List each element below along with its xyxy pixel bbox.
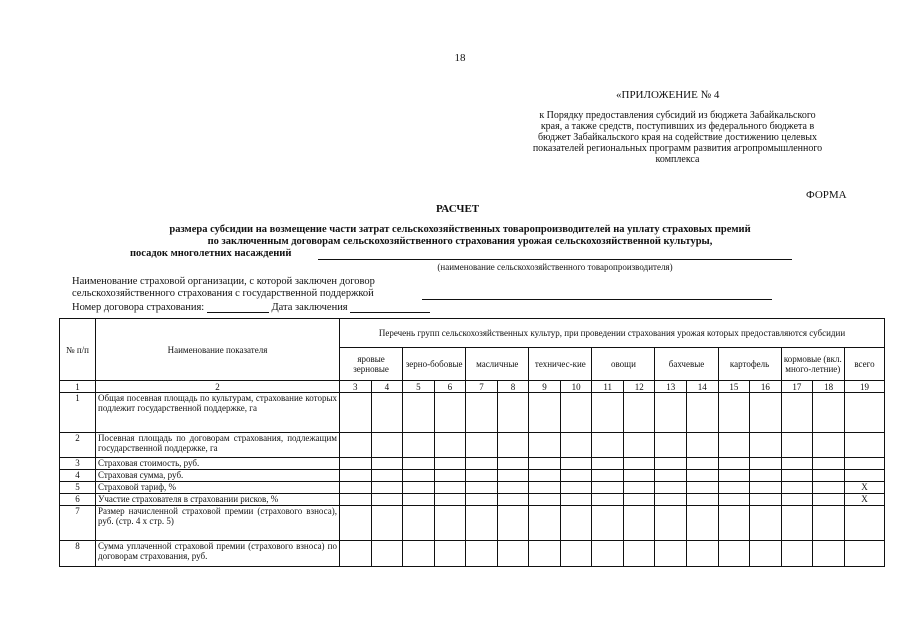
col-number: 17 <box>781 381 813 393</box>
calculation-table <box>59 318 885 567</box>
row-number: 6 <box>60 494 96 506</box>
value-cell[interactable] <box>781 433 813 458</box>
value-cell[interactable] <box>371 470 403 482</box>
col-number: 8 <box>497 381 529 393</box>
row-name: Общая посевная площадь по культурам, страхование которых подлежит государственной поддержке, га <box>96 393 340 433</box>
value-cell[interactable] <box>434 482 466 494</box>
total-cell[interactable]: X <box>844 482 884 494</box>
contract-date-label: Дата заключения <box>271 302 348 313</box>
value-cell[interactable] <box>403 470 435 482</box>
col-number: 18 <box>813 381 845 393</box>
value-cell[interactable] <box>340 433 372 458</box>
form-label: ФОРМА <box>806 189 847 201</box>
col-number: 9 <box>529 381 561 393</box>
value-cell[interactable] <box>781 494 813 506</box>
value-cell[interactable] <box>623 541 655 567</box>
row-name: Посевная площадь по договорам страхования, подлежащим государственной поддержке, га <box>96 433 340 458</box>
value-cell[interactable] <box>623 482 655 494</box>
value-cell[interactable] <box>340 541 372 567</box>
value-cell[interactable] <box>466 482 498 494</box>
table-row <box>60 433 885 458</box>
value-cell[interactable] <box>750 494 782 506</box>
value-cell[interactable] <box>434 541 466 567</box>
value-cell[interactable] <box>403 494 435 506</box>
value-cell[interactable] <box>403 458 435 470</box>
col-number: 7 <box>466 381 498 393</box>
value-cell[interactable] <box>623 470 655 482</box>
value-cell[interactable] <box>340 393 372 433</box>
value-cell[interactable] <box>560 482 592 494</box>
value-cell[interactable] <box>560 433 592 458</box>
row-name: Страховой тариф, % <box>96 482 340 494</box>
value-cell[interactable] <box>371 506 403 541</box>
col-number: 11 <box>592 381 624 393</box>
table-row <box>60 393 885 433</box>
total-cell[interactable] <box>844 506 884 541</box>
value-cell[interactable] <box>655 393 687 433</box>
row-number: 4 <box>60 470 96 482</box>
row-number: 8 <box>60 541 96 567</box>
value-cell[interactable] <box>592 506 624 541</box>
value-cell[interactable] <box>781 458 813 470</box>
value-cell[interactable] <box>529 470 561 482</box>
value-cell[interactable] <box>813 458 845 470</box>
insurance-org-line-1: Наименование страховой организации, с которой заключен договор <box>72 276 375 287</box>
appendix-title: «ПРИЛОЖЕНИЕ № 4 <box>616 89 720 101</box>
group-header: картофель <box>718 348 781 381</box>
value-cell[interactable] <box>466 458 498 470</box>
value-cell[interactable] <box>750 541 782 567</box>
value-cell[interactable] <box>529 494 561 506</box>
group-header: кормовые (вкл. много-летние) <box>781 348 844 381</box>
contract-number-field[interactable] <box>207 302 269 313</box>
col-number: 5 <box>403 381 435 393</box>
value-cell[interactable] <box>623 506 655 541</box>
row-number: 3 <box>60 458 96 470</box>
value-cell[interactable] <box>781 541 813 567</box>
value-cell[interactable] <box>371 458 403 470</box>
contract-date-field[interactable] <box>350 302 430 313</box>
appendix-line: комплекса <box>655 154 700 165</box>
col-number: 2 <box>96 381 340 393</box>
value-cell[interactable] <box>529 458 561 470</box>
subtitle-line-2: по заключенным договорам сельскохозяйственного страхования урожая сельскохозяйственной культуры, <box>207 236 713 247</box>
value-cell[interactable] <box>718 393 750 433</box>
value-cell[interactable] <box>434 506 466 541</box>
value-cell[interactable] <box>497 541 529 567</box>
value-cell[interactable] <box>781 482 813 494</box>
value-cell[interactable] <box>466 494 498 506</box>
value-cell[interactable] <box>529 393 561 433</box>
col-number: 14 <box>687 381 719 393</box>
producer-hint: (наименование сельскохозяйственного товаропроизводителя) <box>437 262 673 272</box>
total-cell[interactable] <box>844 470 884 482</box>
total-cell[interactable]: X <box>844 494 884 506</box>
value-cell[interactable] <box>623 433 655 458</box>
value-cell[interactable] <box>497 506 529 541</box>
value-cell[interactable] <box>340 458 372 470</box>
group-header: яровые зерновые <box>340 348 403 381</box>
value-cell[interactable] <box>592 458 624 470</box>
row-name: Размер начисленной страховой премии (страхового взноса), руб. (стр. 4 х стр. 5) <box>96 506 340 541</box>
value-cell[interactable] <box>781 393 813 433</box>
row-name: Участие страхователя в страховании рисков, % <box>96 494 340 506</box>
row-number: 7 <box>60 506 96 541</box>
table-row <box>60 541 885 567</box>
col-number: 19 <box>844 381 884 393</box>
value-cell[interactable] <box>371 393 403 433</box>
table-row <box>60 470 885 482</box>
group-header: техничес-кие <box>529 348 592 381</box>
value-cell[interactable] <box>813 482 845 494</box>
col-number: 4 <box>371 381 403 393</box>
value-cell[interactable] <box>592 494 624 506</box>
producer-name-field[interactable] <box>318 259 792 260</box>
value-cell[interactable] <box>434 470 466 482</box>
value-cell[interactable] <box>813 506 845 541</box>
value-cell[interactable] <box>434 494 466 506</box>
value-cell[interactable] <box>655 494 687 506</box>
appendix-line: края, а также средств, поступивших из федерального бюджета в <box>540 121 815 132</box>
value-cell[interactable] <box>434 433 466 458</box>
contract-row <box>72 302 430 313</box>
row-number: 1 <box>60 393 96 433</box>
total-header: всего <box>844 348 884 381</box>
value-cell[interactable] <box>750 433 782 458</box>
value-cell[interactable] <box>718 494 750 506</box>
value-cell[interactable] <box>466 393 498 433</box>
value-cell[interactable] <box>718 433 750 458</box>
value-cell[interactable] <box>592 482 624 494</box>
value-cell[interactable] <box>466 433 498 458</box>
header-groups: Перечень групп сельскохозяйственных культур, при проведении страхования урожая которых предоставляются субсидии <box>340 319 885 348</box>
value-cell[interactable] <box>655 470 687 482</box>
table-row <box>60 482 885 494</box>
value-cell[interactable] <box>813 393 845 433</box>
appendix-line: бюджет Забайкальского края на содействие достижению целевых <box>537 132 818 143</box>
value-cell[interactable] <box>560 470 592 482</box>
value-cell[interactable] <box>371 494 403 506</box>
value-cell[interactable] <box>560 541 592 567</box>
col-number: 12 <box>623 381 655 393</box>
value-cell[interactable] <box>403 393 435 433</box>
value-cell[interactable] <box>687 433 719 458</box>
value-cell[interactable] <box>466 470 498 482</box>
value-cell[interactable] <box>403 506 435 541</box>
document-title: РАСЧЕТ <box>436 203 480 215</box>
value-cell[interactable] <box>687 541 719 567</box>
table-row <box>60 458 885 470</box>
total-cell[interactable] <box>844 433 884 458</box>
appendix-line: к Порядку предоставления субсидий из бюджета Забайкальского <box>539 110 816 121</box>
value-cell[interactable] <box>529 506 561 541</box>
value-cell[interactable] <box>813 494 845 506</box>
value-cell[interactable] <box>655 506 687 541</box>
header-num: № п/п <box>60 319 96 381</box>
value-cell[interactable] <box>687 470 719 482</box>
value-cell[interactable] <box>560 393 592 433</box>
value-cell[interactable] <box>560 506 592 541</box>
value-cell[interactable] <box>340 494 372 506</box>
value-cell[interactable] <box>371 482 403 494</box>
value-cell[interactable] <box>687 506 719 541</box>
value-cell[interactable] <box>403 482 435 494</box>
row-name: Страховая стоимость, руб. <box>96 458 340 470</box>
subtitle-line-3: посадок многолетних насаждений <box>130 248 292 259</box>
value-cell[interactable] <box>371 433 403 458</box>
value-cell[interactable] <box>750 393 782 433</box>
value-cell[interactable] <box>718 458 750 470</box>
column-number-row <box>60 381 885 393</box>
value-cell[interactable] <box>813 541 845 567</box>
value-cell[interactable] <box>403 541 435 567</box>
group-header: овощи <box>592 348 655 381</box>
value-cell[interactable] <box>592 433 624 458</box>
total-cell[interactable] <box>844 541 884 567</box>
total-cell[interactable] <box>844 393 884 433</box>
group-header: масличные <box>466 348 529 381</box>
col-number: 6 <box>434 381 466 393</box>
value-cell[interactable] <box>340 482 372 494</box>
insurance-org-field[interactable] <box>422 299 772 300</box>
value-cell[interactable] <box>466 506 498 541</box>
row-name: Страховая сумма, руб. <box>96 470 340 482</box>
value-cell[interactable] <box>718 506 750 541</box>
col-number: 13 <box>655 381 687 393</box>
value-cell[interactable] <box>623 393 655 433</box>
total-cell[interactable] <box>844 458 884 470</box>
value-cell[interactable] <box>497 482 529 494</box>
value-cell[interactable] <box>434 458 466 470</box>
group-header: бахчевые <box>655 348 718 381</box>
value-cell[interactable] <box>403 433 435 458</box>
value-cell[interactable] <box>497 433 529 458</box>
value-cell[interactable] <box>592 393 624 433</box>
value-cell[interactable] <box>750 482 782 494</box>
value-cell[interactable] <box>718 482 750 494</box>
value-cell[interactable] <box>655 433 687 458</box>
value-cell[interactable] <box>687 482 719 494</box>
value-cell[interactable] <box>371 541 403 567</box>
value-cell[interactable] <box>781 506 813 541</box>
value-cell[interactable] <box>718 470 750 482</box>
document-subtitle <box>120 224 800 260</box>
value-cell[interactable] <box>750 470 782 482</box>
row-name: Сумма уплаченной страховой премии (страхового взноса) по договорам страхования, руб. <box>96 541 340 567</box>
value-cell[interactable] <box>529 433 561 458</box>
value-cell[interactable] <box>655 482 687 494</box>
value-cell[interactable] <box>813 470 845 482</box>
col-number: 1 <box>60 381 96 393</box>
insurance-org-line-2: сельскохозяйственного страхования с государственной поддержкой <box>72 288 374 299</box>
contract-number-label: Номер договора страхования: <box>72 302 205 313</box>
value-cell[interactable] <box>434 393 466 433</box>
value-cell[interactable] <box>623 458 655 470</box>
value-cell[interactable] <box>466 541 498 567</box>
group-header: зерно-бобовые <box>403 348 466 381</box>
value-cell[interactable] <box>623 494 655 506</box>
header-name: Наименование показателя <box>96 319 340 381</box>
value-cell[interactable] <box>497 458 529 470</box>
value-cell[interactable] <box>497 494 529 506</box>
value-cell[interactable] <box>687 494 719 506</box>
value-cell[interactable] <box>560 458 592 470</box>
row-number: 5 <box>60 482 96 494</box>
value-cell[interactable] <box>655 541 687 567</box>
appendix-text <box>505 110 850 165</box>
value-cell[interactable] <box>718 541 750 567</box>
col-number: 16 <box>750 381 782 393</box>
page-number: 18 <box>454 52 466 64</box>
value-cell[interactable] <box>813 433 845 458</box>
value-cell[interactable] <box>592 470 624 482</box>
value-cell[interactable] <box>529 541 561 567</box>
appendix-line: показателей региональных программ развития агропромышленного <box>532 143 823 154</box>
value-cell[interactable] <box>592 541 624 567</box>
col-number: 3 <box>340 381 372 393</box>
value-cell[interactable] <box>750 506 782 541</box>
value-cell[interactable] <box>687 458 719 470</box>
value-cell[interactable] <box>497 393 529 433</box>
row-number: 2 <box>60 433 96 458</box>
table-row <box>60 506 885 541</box>
value-cell[interactable] <box>687 393 719 433</box>
value-cell[interactable] <box>529 482 561 494</box>
value-cell[interactable] <box>560 494 592 506</box>
table-row <box>60 494 885 506</box>
value-cell[interactable] <box>655 458 687 470</box>
insurance-org-label <box>72 276 375 300</box>
value-cell[interactable] <box>781 470 813 482</box>
col-number: 15 <box>718 381 750 393</box>
value-cell[interactable] <box>340 470 372 482</box>
value-cell[interactable] <box>497 470 529 482</box>
value-cell[interactable] <box>750 458 782 470</box>
col-number: 10 <box>560 381 592 393</box>
value-cell[interactable] <box>340 506 372 541</box>
subtitle-line-1: размера субсидии на возмещение части затрат сельскохозяйственных товаропроизводителей на уплату страховых премий <box>169 224 751 235</box>
